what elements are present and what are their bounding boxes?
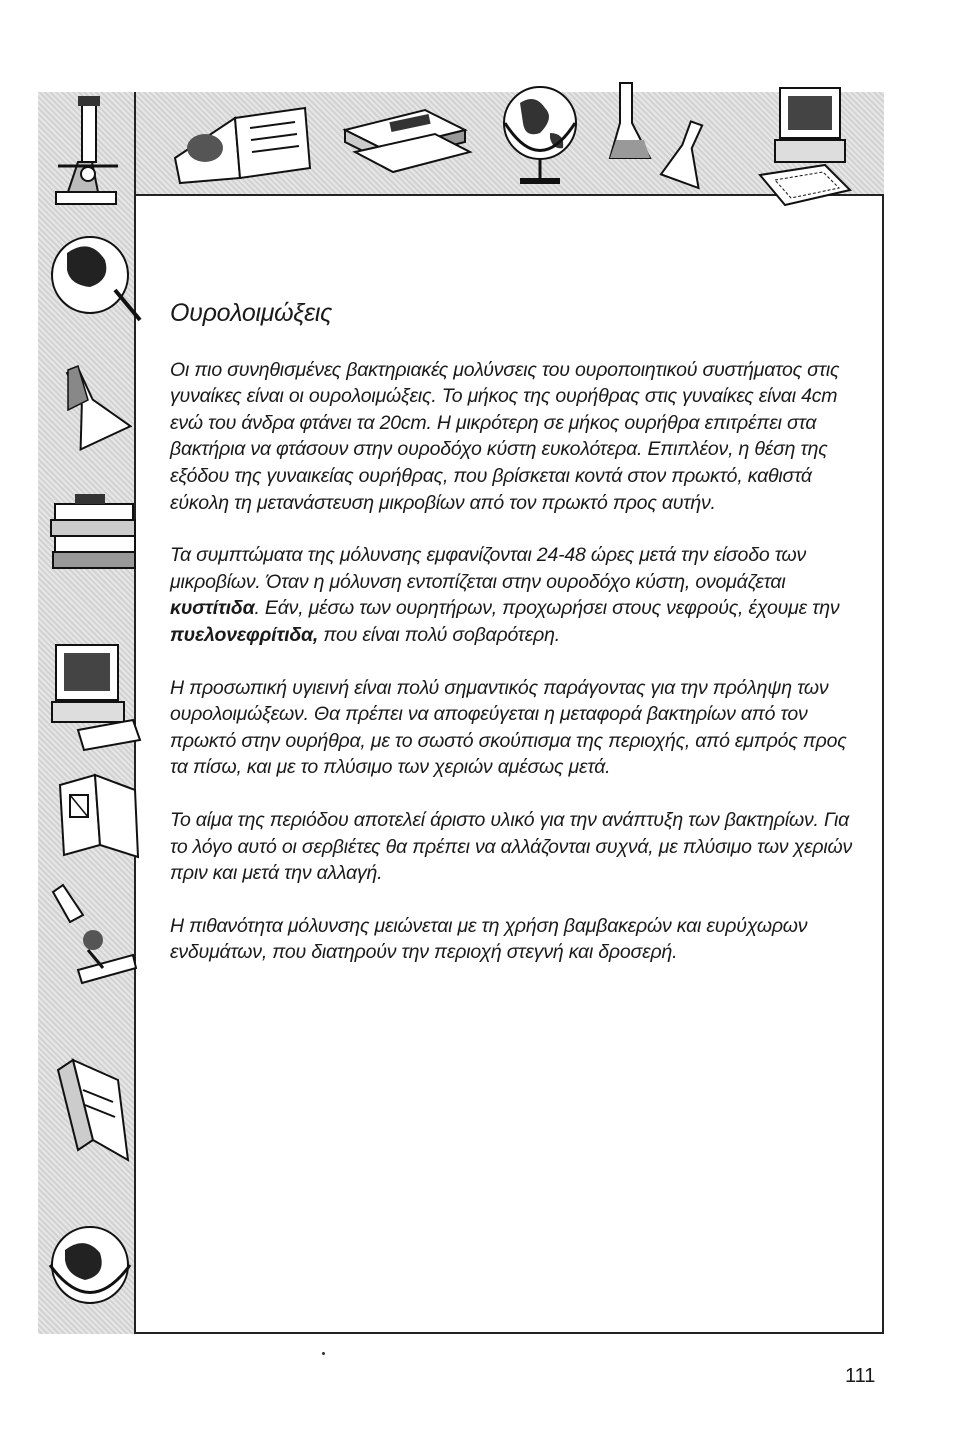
page-title: Ουρολοιμώξεις	[170, 299, 332, 327]
globe-icon	[45, 225, 145, 335]
computer-icon	[755, 80, 855, 220]
open-book-icon	[165, 88, 315, 188]
flask-icon	[600, 78, 720, 198]
flask-icon	[48, 360, 138, 460]
open-book-icon	[48, 1050, 138, 1170]
microscope-icon	[48, 92, 128, 212]
globe-icon	[45, 1215, 140, 1325]
open-book-icon	[50, 765, 140, 865]
paragraph-hygiene: Η προσωπική υγιεινή είναι πολύ σημαντικός παράγοντας για την πρόληψη των ουρολοιμώξεων. Θα πρέπει να αποφεύγεται η μεταφορά βακτηρίων από τον πρωκτό στην ουρήθρα, με το σωστό σκούπισμα της περιοχής, από εμπρός προς τα πίσω, και με το πλύσιμο των χεριών αμέσως μετά.	[170, 676, 847, 779]
term-pyelonephritis: πυελονεφρίτιδα,	[170, 623, 319, 646]
article-body	[170, 300, 860, 992]
paragraph-period: Το αίμα της περιόδου αποτελεί άριστο υλικό για την ανάπτυξη των βακτηρίων. Για το λόγο αυτό οι σερβιέτες θα πρέπει να αλλάζονται συχνά, με πλύσιμο των χεριών πριν και μετά την αλλαγή.	[170, 808, 853, 885]
book-stack-icon	[45, 490, 145, 590]
paragraph-symptoms	[170, 542, 860, 648]
paragraph-intro: Οι πιο συνηθισμένες βακτηριακές μολύνσεις του ουροποιητικού συστήματος στις γυναίκες είναι οι ουρολοιμώξεις. Το μήκος της ουρήθρας στις γυναίκες είναι 4cm ενώ του άνδρα φτάνει τα 20cm. Η μικρότερη σε μήκος ουρήθρα επιτρέπει στα βακτήρια να φτάσουν στην ουροδόχο κύστη ευκολότερα. Επιπλέον, η θέση της εξόδου της γυναικείας ουρήθρας, που βρίσκεται κοντά στον πρωκτό, καθιστά εύκολη τη μετανάστευση μικροβίων από τον πρωκτό προς αυτήν.	[170, 358, 840, 514]
paragraph-text: που είναι πολύ σοβαρότερη.	[318, 623, 560, 646]
book-stack-icon	[335, 100, 475, 180]
scan-speck	[322, 1352, 325, 1355]
microscope-icon	[48, 880, 138, 1000]
page-number: 111	[845, 1365, 876, 1387]
paragraph-text: Τα συμπτώματα της μόλυνσης εμφανίζονται 24-48 ώρες μετά την είσοδο των μικροβίων. Όταν η μόλυνση εντοπίζεται στην ουροδόχο κύστη, ονομάζεται	[170, 544, 807, 593]
term-cystitis: κυστίτιδα	[170, 597, 255, 620]
paragraph-text: . Εάν, μέσω των ουρητήρων, προχωρήσει στους νεφρούς, έχουμε την	[254, 597, 840, 620]
globe-icon	[495, 78, 585, 188]
paragraph-clothing: Η πιθανότητα μόλυνσης μειώνεται με τη χρήση βαμβακερών και ευρύχωρων ενδυμάτων, που διατηρούν την περιοχή στεγνή και δροσερή.	[170, 914, 808, 964]
computer-icon	[48, 640, 143, 760]
